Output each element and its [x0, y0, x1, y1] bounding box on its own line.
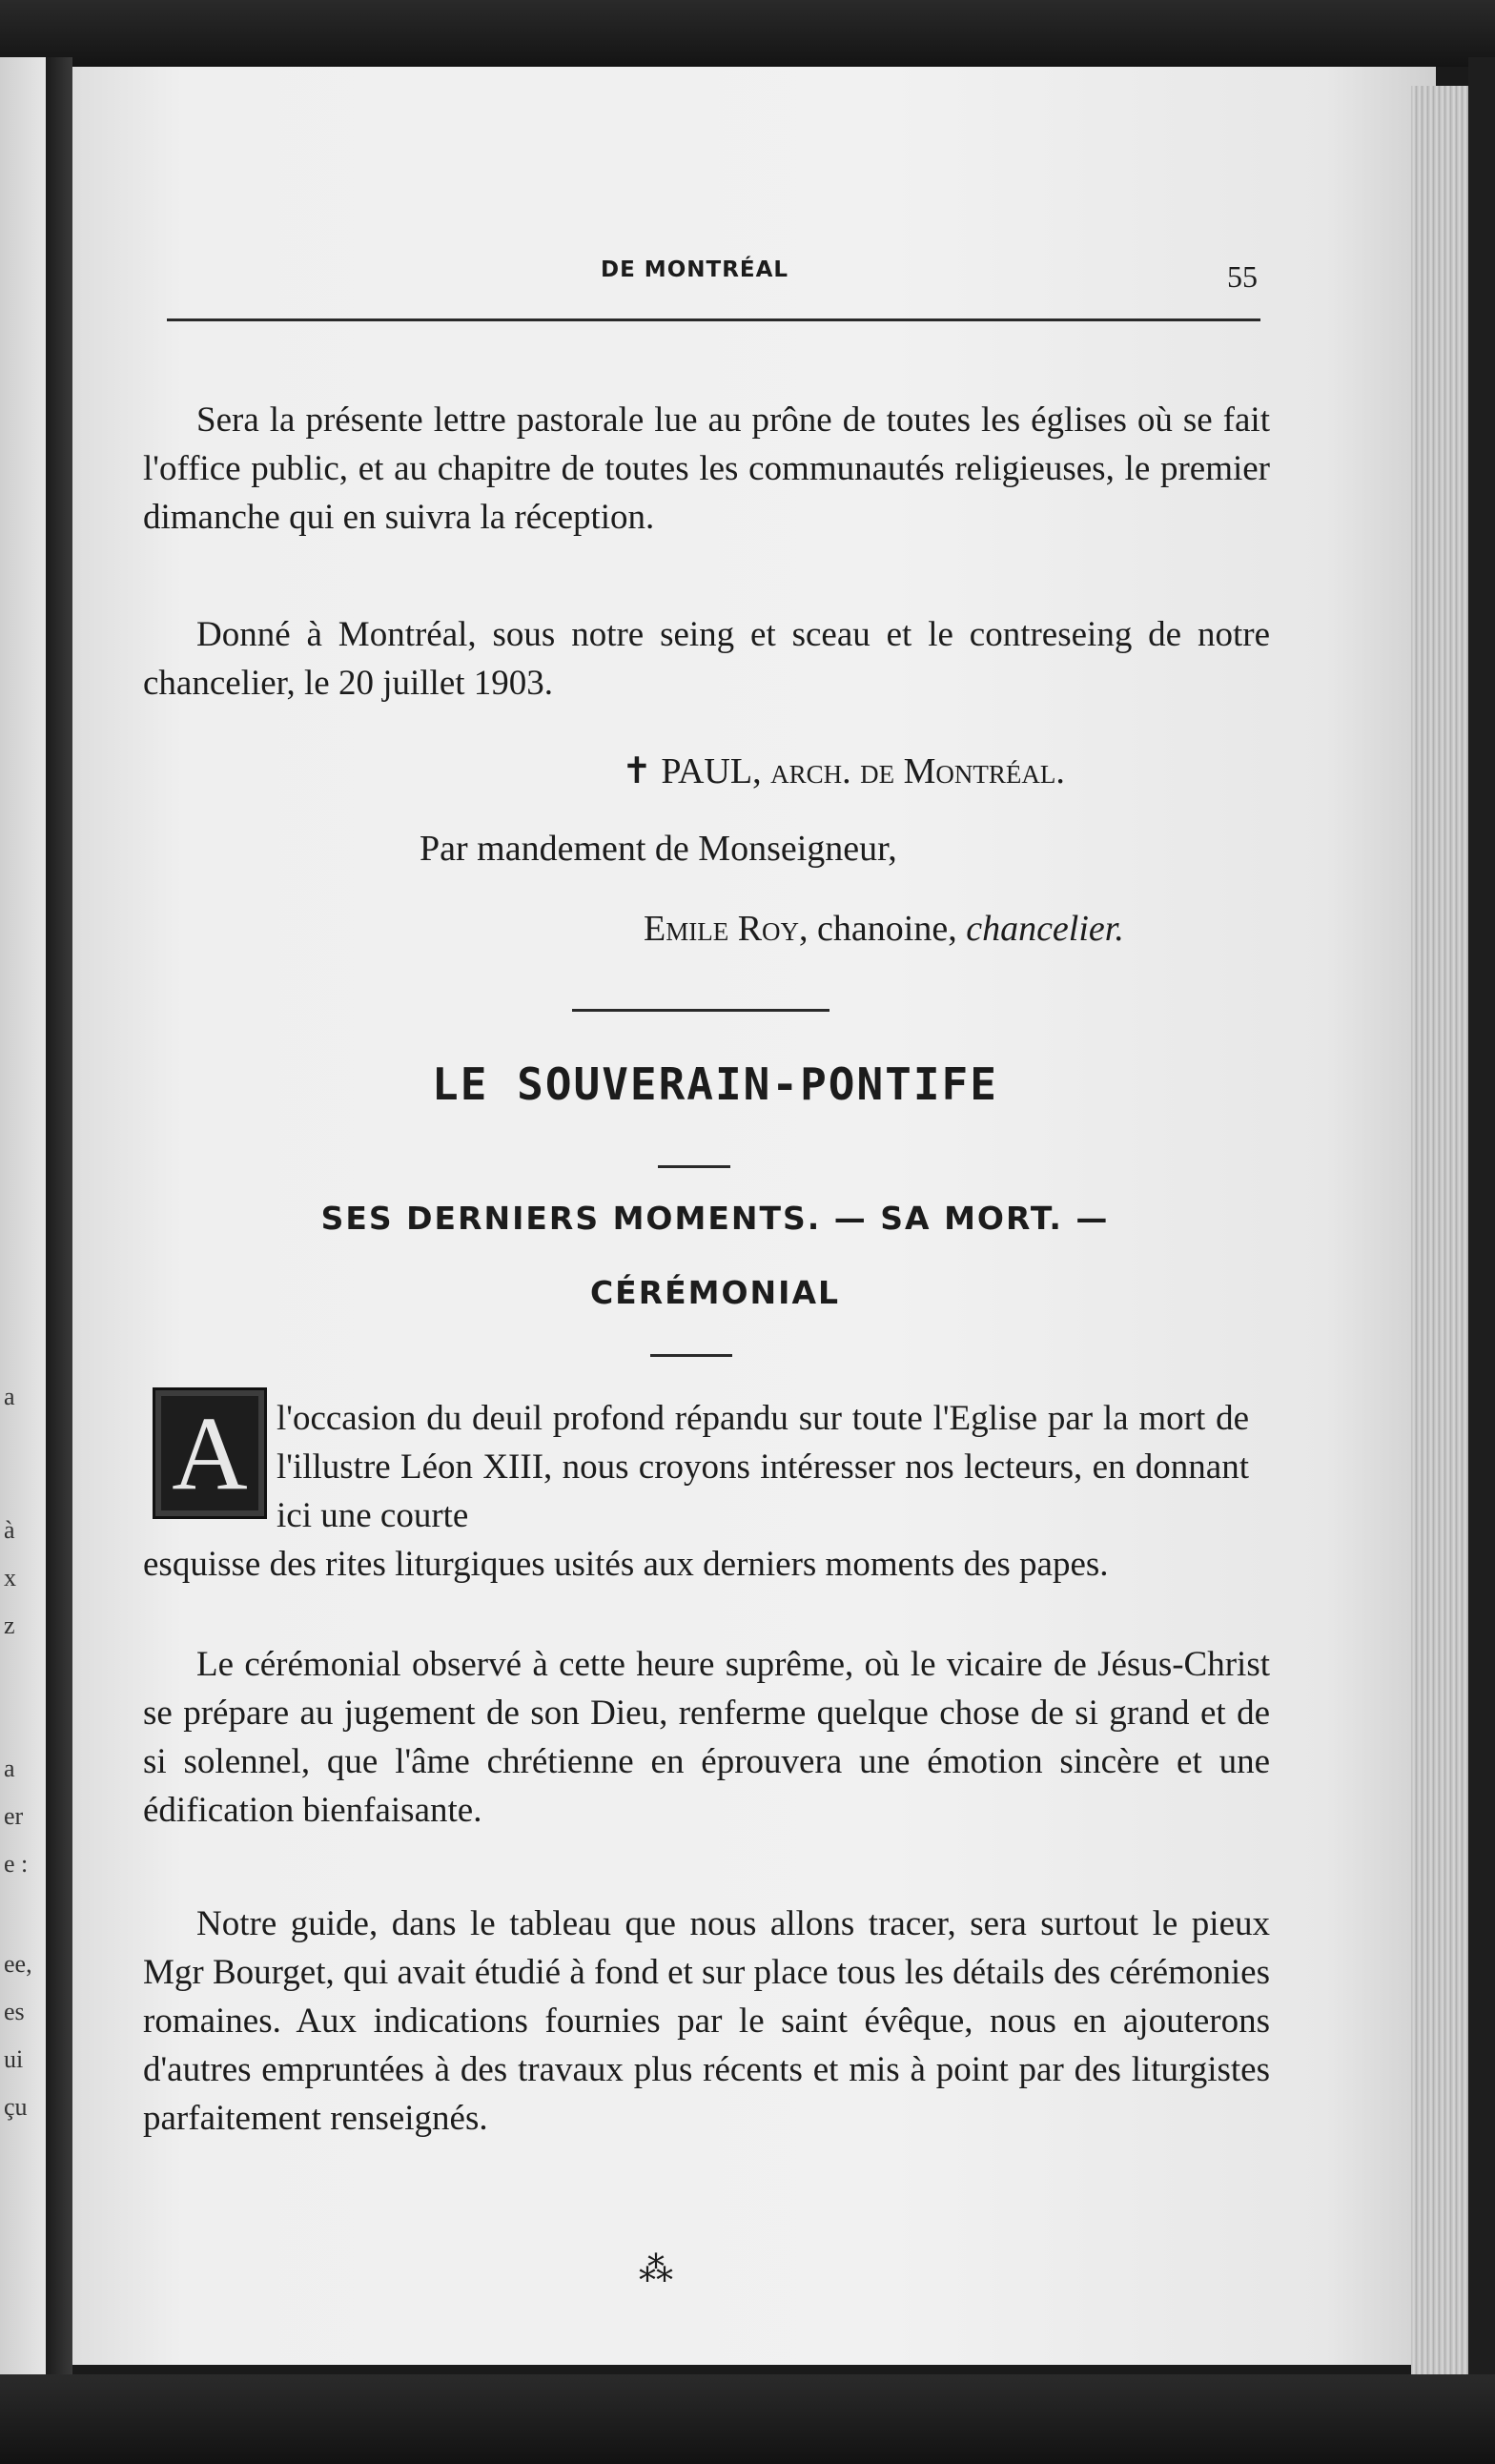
ceremonial-paragraph: Le cérémonial observé à cette heure suprême, où le vicaire de Jésus-Christ se prépare au jugement de son Dieu, renferme quelque chose de si grand et de si solennel, que l'âme chrétienne en éprouvera une émotion sincère et une édification bienfaisante.: [143, 1645, 1270, 1830]
opening-paragraph-beside-cap: l'occasion du deuil profond répandu sur toute l'Eglise par la mort de l'illustre Léon XIII, nous croyons intéresser nos lecteurs, en donnant ici une courte: [276, 1399, 1249, 1535]
opening-paragraph-continued: esquisse des rites liturgiques usités aux derniers moments des papes.: [143, 1545, 1109, 1584]
signatory-name: PAUL,: [661, 751, 762, 791]
facing-page-fragment: ui: [4, 2045, 24, 2073]
asterism-ornament: ⁂: [639, 2250, 673, 2289]
ornamental-drop-cap: [153, 1387, 267, 1519]
section-divider: [572, 1009, 829, 1012]
given-at-paragraph: Donné à Montréal, sous notre seing et sceau et le contreseing de notre chancelier, le 20 juillet 1903.: [143, 615, 1270, 703]
mandate-line: Par mandement de Monseigneur,: [420, 829, 897, 869]
guide-paragraph: Notre guide, dans le tableau que nous allons tracer, sera surtout le pieux Mgr Bourget, qui avait étudié à fond et sur place tous les détails des cérémonies romaines. Aux indications fournies par le saint évêque, nous en ajouterons d'autres empruntées à des travaux plus récents et mis à point par des liturgistes parfaitement renseignés.: [143, 1904, 1270, 2138]
facing-page-fragment: ee,: [4, 1950, 32, 1978]
drop-cap-letter: A: [172, 1395, 248, 1511]
facing-page-fragment: z: [4, 1612, 15, 1639]
article-subtitle-line2: CÉRÉMONIAL: [589, 1274, 841, 1311]
facing-page-fragment: e :: [4, 1850, 29, 1878]
facing-page-edge: [0, 57, 46, 2374]
article-subtitle-line1: SES DERNIERS MOMENTS. — SA MORT. —: [320, 1200, 1110, 1237]
chancellor-signature: [644, 908, 1124, 950]
chancellor-name: Emile Roy,: [644, 909, 809, 949]
facing-page-fragment: es: [4, 1998, 25, 2025]
page-number: 55: [1227, 259, 1258, 294]
facing-page-fragment: a: [4, 1383, 15, 1410]
chancellor-role: chanoine,: [817, 909, 957, 949]
scanner-frame-right: [1468, 57, 1495, 2403]
article-title: LE SOUVERAIN-PONTIFE: [432, 1058, 998, 1110]
title-dash: [658, 1165, 730, 1168]
facing-page-fragment: er: [4, 1802, 24, 1830]
facing-page-fragment: çu: [4, 2093, 28, 2121]
scanner-frame-top: [0, 0, 1495, 67]
pastoral-reading-paragraph: Sera la présente lettre pastorale lue au prône de toutes les églises où se fait l'office public, et au chapitre de toutes les communautés religieuses, le premier dimanche qui en suivra la réception.: [143, 400, 1270, 537]
archbishop-signature: [622, 749, 1065, 792]
page-stack-edge: [1411, 86, 1468, 2374]
subtitle-dash: [650, 1354, 732, 1357]
facing-page-fragment: à: [4, 1516, 15, 1544]
facing-page-fragment: a: [4, 1755, 15, 1782]
chancellor-title: chancelier.: [966, 909, 1124, 949]
signatory-title: arch. de Montréal.: [770, 751, 1065, 791]
book-gutter: [46, 57, 72, 2374]
running-head: DE MONTRÉAL: [601, 257, 789, 282]
cross-icon: ✝: [622, 751, 652, 791]
header-rule: [167, 318, 1260, 321]
facing-page-fragment: x: [4, 1564, 16, 1591]
scanner-frame-bottom: [0, 2374, 1495, 2464]
